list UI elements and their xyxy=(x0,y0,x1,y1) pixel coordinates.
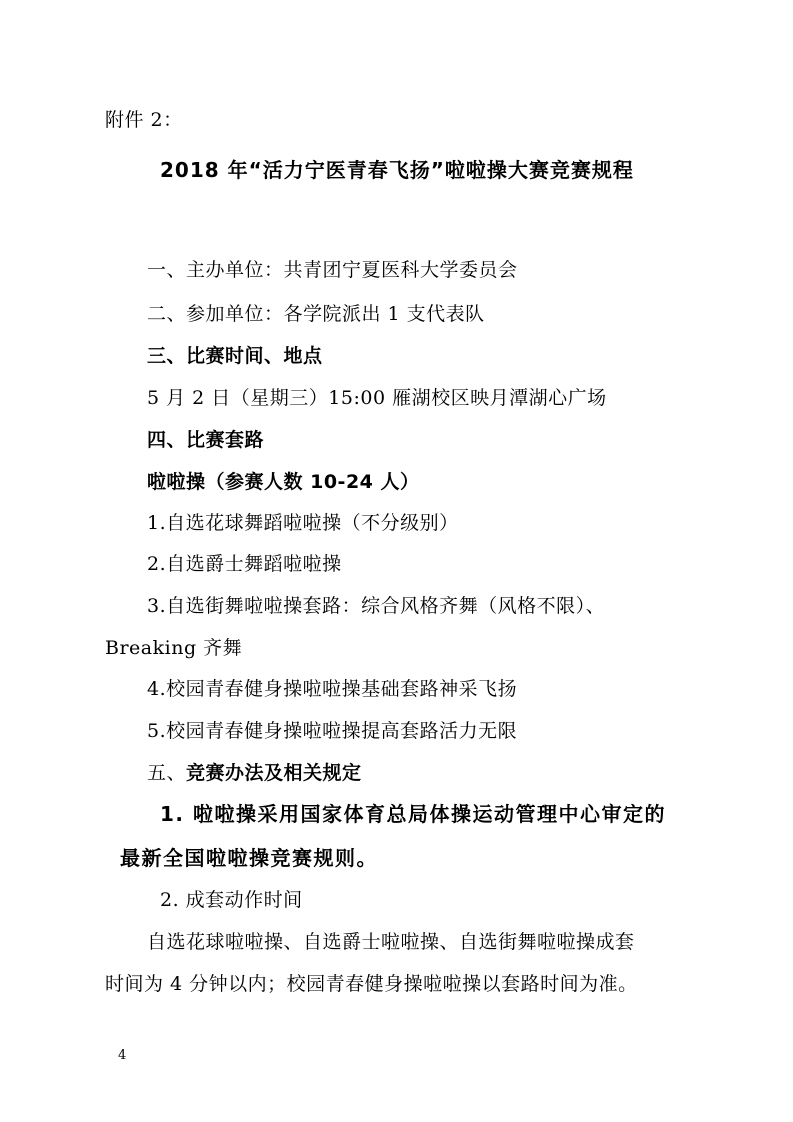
document-title: 2018 年“活力宁医青春飞扬”啦啦操大赛竞赛规程 xyxy=(160,158,634,182)
rules-heading-text: 竞赛办法及相关规定 xyxy=(186,762,362,784)
participants-label: 二、参加单位： xyxy=(147,303,284,325)
rule-2-line-1: 自选花球啦啦操、自选爵士啦啦操、自选街舞啦啦操成套 xyxy=(147,931,635,953)
rules-heading-number: 五、 xyxy=(147,762,187,784)
time-place-heading: 三、比赛时间、地点 xyxy=(147,345,323,367)
routines-subheading: 啦啦操（参赛人数 10-24 人） xyxy=(147,471,420,493)
routine-item-2: 2.自选爵士舞蹈啦啦操 xyxy=(147,553,342,575)
rules-heading xyxy=(147,761,362,785)
routine-item-5: 5.校园青春健身操啦啦操提高套路活力无限 xyxy=(147,720,518,742)
rule-2-line-2: 时间为 4 分钟以内；校园青春健身操啦啦操以套路时间为准。 xyxy=(105,973,638,995)
organizer-value: 共青团宁夏医科大学委员会 xyxy=(283,259,518,281)
rule-1-line-1: 1. 啦啦操采用国家体育总局体操运动管理中心审定的 xyxy=(160,802,666,826)
routine-item-1: 1.自选花球舞蹈啦啦操（不分级别） xyxy=(147,512,459,534)
organizer-line xyxy=(147,258,518,282)
page-number: 4 xyxy=(118,1048,127,1063)
routine-item-3-continued: Breaking 齐舞 xyxy=(105,637,243,659)
participants-value: 各学院派出 1 支代表队 xyxy=(283,303,485,325)
rule-2-title: 2. 成套动作时间 xyxy=(160,889,303,911)
routines-heading: 四、比赛套路 xyxy=(147,429,265,451)
routine-item-4: 4.校园青春健身操啦啦操基础套路神采飞扬 xyxy=(147,678,518,700)
rule-1-line-2: 最新全国啦啦操竞赛规则。 xyxy=(120,846,378,870)
routine-item-3: 3.自选街舞啦啦操套路：综合风格齐舞（风格不限）、 xyxy=(147,595,606,617)
participants-line xyxy=(147,302,485,326)
time-place-value: 5 月 2 日（星期三）15:00 雁湖校区映月潭湖心广场 xyxy=(147,387,607,409)
attachment-label: 附件 2： xyxy=(105,109,183,131)
organizer-label: 一、主办单位： xyxy=(147,259,284,281)
